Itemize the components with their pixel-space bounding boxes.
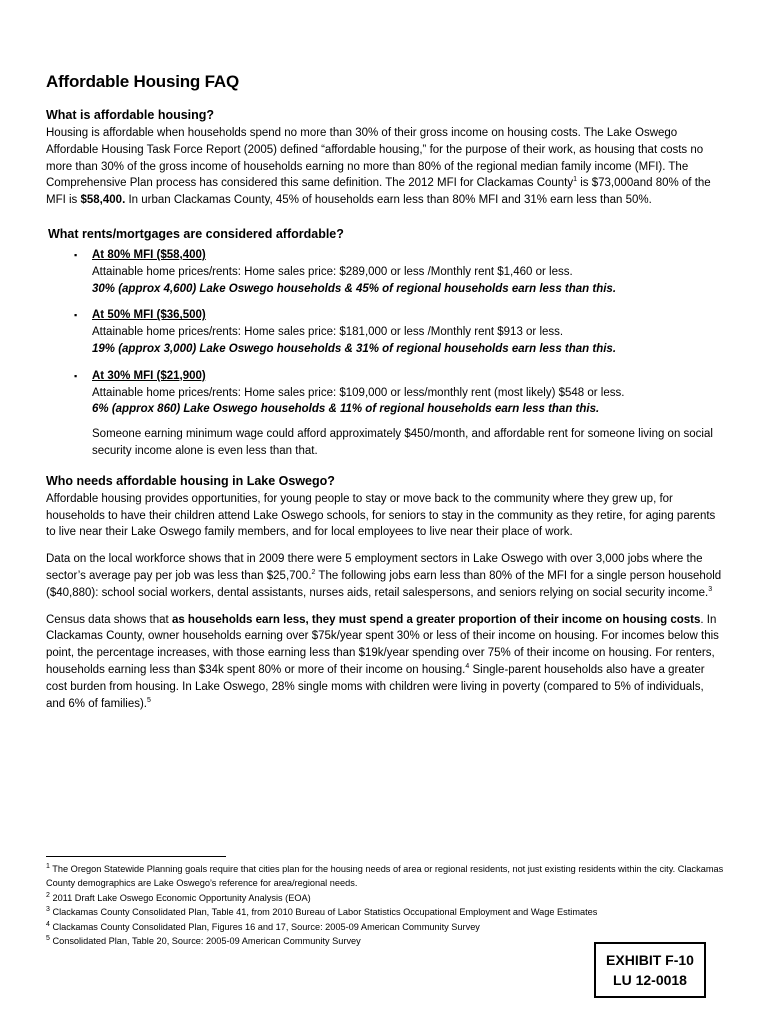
- text-run: The following jobs earn less than 80% of the MFI for a single person household ($40,880): school social workers, dental assistants, nurses aids, retail salespersons, and seniors relying on social security income.: [46, 569, 722, 599]
- square-bullet-icon: ▪: [74, 370, 78, 381]
- section-rents-mortgages: [46, 227, 726, 460]
- tier-heading: At 30% MFI ($21,900): [92, 369, 206, 382]
- document-body: [46, 72, 726, 712]
- footnote-number: 2: [46, 891, 50, 899]
- section-paragraph: [46, 612, 726, 713]
- footnote-number: 4: [46, 920, 50, 928]
- list-item: [74, 247, 726, 297]
- section-what-is-affordable: [46, 108, 726, 209]
- footnote-text: Clackamas County Consolidated Plan, Table 41, from 2010 Bureau of Labor Statistics Occupational Employment and Wage Estimates: [49, 907, 598, 918]
- tier-heading: At 80% MFI ($58,400): [92, 248, 206, 261]
- footnote-number: 1: [46, 862, 50, 870]
- list-item: [74, 307, 726, 357]
- tier-heading: At 50% MFI ($36,500): [92, 309, 206, 322]
- section-paragraph: Affordable housing provides opportunities, for young people to stay or move back to the community where they grew up, for households to have their children attend Lake Oswego schools, for seniors to stay in the community as they retire, for aging parents to live near their Lake Oswego family members, and for local employees to live near their place of work.: [46, 492, 716, 539]
- tier-prices: Attainable home prices/rents: Home sales price: $109,000 or less/monthly rent (most likely) $548 or less.: [92, 386, 625, 399]
- tier-list: [48, 247, 726, 418]
- footnote-text: Clackamas County Consolidated Plan, Figures 16 and 17, Source: 2005-09 American Community Survey: [49, 921, 480, 932]
- section-who-needs: [46, 474, 726, 713]
- square-bullet-icon: ▪: [74, 249, 78, 260]
- tier-note: 30% (approx 4,600) Lake Oswego households & 45% of regional households earn less than this.: [92, 282, 617, 295]
- list-item: [74, 368, 726, 418]
- footnote-ref: 4: [465, 663, 470, 671]
- text-run: Housing is affordable when households spend no more than 30% of their gross income on housing costs. The Lake Oswego Affordable Housing Task Force Report (2005) defined “affordable housing,” for the purpose of their work, as housing that costs no more than 30% of the gross income of households earning no more than 80% of the regional median family income (MFI). The Comprehensive Plan process has considered this same definition. The 2012 MFI for Clackamas County: [46, 127, 704, 190]
- section-heading: What rents/mortgages are considered affordable?: [48, 226, 344, 241]
- emphasis-text: as households earn less, they must spend a greater proportion of their income on housing costs: [171, 613, 701, 626]
- footnote-ref: 1: [573, 176, 578, 184]
- footnote-ref: 5: [147, 696, 151, 704]
- footnote: [46, 891, 736, 905]
- exhibit-stamp: [594, 942, 706, 998]
- footnote-number: 5: [46, 934, 50, 942]
- tier-prices: Attainable home prices/rents: Home sales price: $289,000 or less /Monthly rent $1,460 or less.: [92, 265, 573, 278]
- text-run: In urban Clackamas County, 45% of households earn less than 80% MFI and 31% earn less than 50%.: [125, 194, 652, 207]
- exhibit-number: EXHIBIT F-10: [606, 952, 694, 968]
- footnote: [46, 920, 736, 934]
- text-run: . In Clackamas County, owner households earning over $75k/year spent 30% or less of their income on housing. For incomes below this point, the percentage increases, with those earning less than $19k/year spending over 75% of their income on housing. For renters, households earning less than $34k spent 80% or more of their income on housing.: [46, 613, 719, 676]
- case-number: LU 12-0018: [613, 972, 687, 988]
- section-heading: Who needs affordable housing in Lake Oswego?: [46, 473, 335, 488]
- text-run: is $73,000and 80% of the MFI is: [46, 177, 711, 207]
- footnote-text: Consolidated Plan, Table 20, Source: 2005-09 American Community Survey: [49, 936, 361, 947]
- footnote: [46, 905, 736, 919]
- text-run: Census data shows that: [46, 613, 172, 626]
- footnotes: [46, 862, 736, 948]
- footnote: [46, 862, 736, 891]
- footnote-ref: 3: [708, 585, 713, 593]
- square-bullet-icon: ▪: [74, 310, 78, 321]
- section-heading: What is affordable housing?: [46, 108, 215, 122]
- section-paragraph: [46, 551, 726, 601]
- tier-prices: Attainable home prices/rents: Home sales price: $181,000 or less /Monthly rent $913 or less.: [92, 326, 564, 339]
- footnote-ref: 2: [311, 569, 316, 577]
- footnote-text: The Oregon Statewide Planning goals require that cities plan for the housing needs of area or regional residents, not just existing residents within the city. Clackamas County demographics are Lake Oswego’s reference for area/regional needs.: [46, 864, 724, 889]
- section-paragraph: [46, 125, 726, 209]
- mfi-value: $58,400.: [80, 194, 126, 207]
- text-run: Single-parent households also have a greater cost burden from housing. In Lake Oswego, 28% single moms with children were living in poverty (compared to 5% of individuals, and 6% of families).: [46, 663, 705, 710]
- footnote-number: 3: [46, 906, 50, 914]
- tier-note: 19% (approx 3,000) Lake Oswego households & 31% of regional households earn less than this.: [92, 342, 617, 355]
- text-run: Data on the local workforce shows that in 2009 there were 5 employment sectors in Lake Oswego with over 3,000 jobs where the sector’s average pay per job was less than $25,700.: [46, 553, 703, 582]
- footnote-divider: [46, 856, 226, 857]
- page-title: Affordable Housing FAQ: [46, 72, 239, 91]
- footnote-text: 2011 Draft Lake Oswego Economic Opportunity Analysis (EOA): [49, 892, 311, 903]
- minimum-wage-note: Someone earning minimum wage could afford approximately $450/month, and affordable rent for someone living on social security income alone is even less than that.: [92, 428, 713, 457]
- tier-note: 6% (approx 860) Lake Oswego households & 11% of regional households earn less than this.: [92, 403, 600, 416]
